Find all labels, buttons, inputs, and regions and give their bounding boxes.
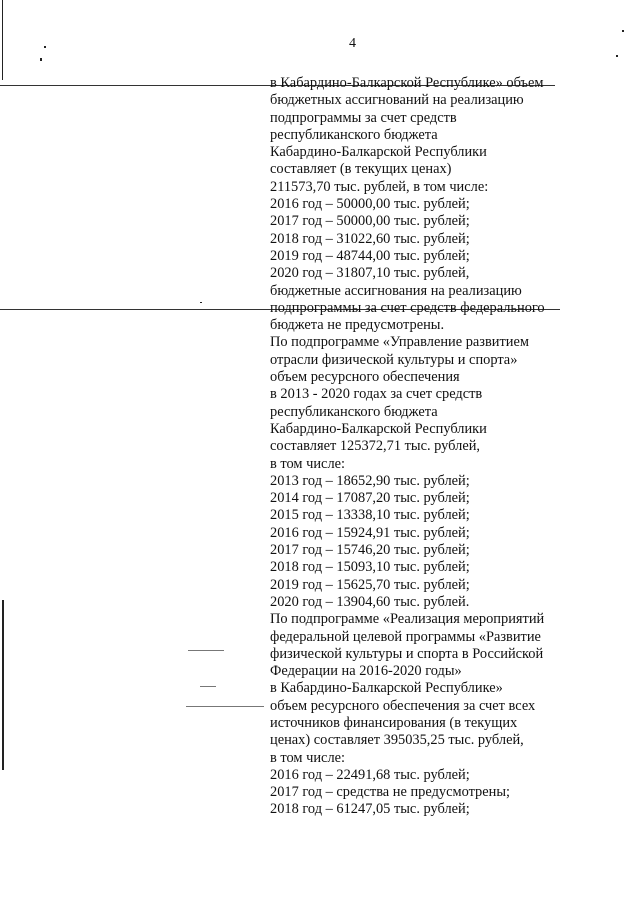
text-line: 211573,70 тыс. рублей, в том числе: <box>270 178 489 195</box>
text-line: в том числе: <box>270 455 346 472</box>
text-line: Федерации на 2016-2020 годы» <box>270 663 462 680</box>
text-line: 2018 год – 15093,10 тыс. рублей; <box>270 559 470 576</box>
text-line: 2017 год – 50000,00 тыс. рублей; <box>270 213 470 230</box>
text-line: 2016 год – 50000,00 тыс. рублей; <box>270 196 470 213</box>
page-number: 4 <box>349 36 356 51</box>
text-line: источников финансирования (в текущих <box>270 714 518 731</box>
text-line: 2018 год – 31022,60 тыс. рублей; <box>270 230 470 247</box>
text-line: составляет (в текущих ценах) <box>270 161 452 178</box>
text-line: отрасли физической культуры и спорта» <box>270 351 518 368</box>
text-line: составляет 125372,71 тыс. рублей, <box>270 438 480 455</box>
scan-mark-bottom <box>2 600 4 770</box>
text-line: 2017 год – 15746,20 тыс. рублей; <box>270 542 470 559</box>
text-line: физической культуры и спорта в Российской <box>270 645 544 662</box>
scan-dot-left-2 <box>40 58 42 61</box>
text-line: республиканского бюджета <box>270 403 438 420</box>
text-line: 2016 год – 15924,91 тыс. рублей; <box>270 524 470 541</box>
text-line: федеральной целевой программы «Развитие <box>270 628 541 645</box>
text-line: в Кабардино-Балкарской Республике» объем <box>270 75 544 91</box>
text-line: Кабардино-Балкарской Республики <box>270 144 487 161</box>
text-line: в том числе: <box>270 749 346 766</box>
scan-dot-mid <box>200 302 202 303</box>
text-line: ценах) составляет 395035,25 тыс. рублей, <box>270 732 524 749</box>
text-line: республиканского бюджета <box>270 126 438 143</box>
scan-speck-3 <box>186 706 264 707</box>
scan-mark-top <box>2 0 3 80</box>
text-line: Кабардино-Балкарской Республики <box>270 420 487 437</box>
text-line: в Кабардино-Балкарской Республике» <box>270 680 503 697</box>
text-line: 2017 год – средства не предусмотрены; <box>270 784 510 801</box>
text-line: бюджетных ассигнований на реализацию <box>270 92 524 109</box>
text-line: бюджетные ассигнования на реализацию <box>270 282 522 299</box>
scan-speck-1 <box>188 650 224 651</box>
scan-dot-left <box>44 46 46 48</box>
text-line: 2018 год – 61247,05 тыс. рублей; <box>270 801 470 818</box>
text-line: 2016 год – 22491,68 тыс. рублей; <box>270 766 470 783</box>
text-line: подпрограммы за счет средств федерального <box>270 299 545 316</box>
text-line: 2020 год – 13904,60 тыс. рублей. <box>270 593 470 610</box>
text-line: подпрограммы за счет средств <box>270 109 457 126</box>
text-line: 2015 год – 13338,10 тыс. рублей; <box>270 507 470 524</box>
scan-speck-2 <box>200 686 216 687</box>
text-line: 2014 год – 17087,20 тыс. рублей; <box>270 490 470 507</box>
text-line: 2020 год – 31807,10 тыс. рублей, <box>270 265 470 282</box>
text-line: бюджета не предусмотрены. <box>270 317 445 334</box>
body-text <box>270 75 610 819</box>
text-line: 2019 год – 48744,00 тыс. рублей; <box>270 247 470 264</box>
text-line: По подпрограмме «Реализация мероприятий <box>270 611 545 628</box>
text-line: объем ресурсного обеспечения за счет всех <box>270 697 536 714</box>
scan-dot-right <box>622 30 624 32</box>
text-line: По подпрограмме «Управление развитием <box>270 334 529 351</box>
text-line: объем ресурсного обеспечения <box>270 369 460 386</box>
text-line: 2019 год – 15625,70 тыс. рублей; <box>270 576 470 593</box>
text-line: 2013 год – 18652,90 тыс. рублей; <box>270 472 470 489</box>
scan-dot-right-2 <box>616 55 618 57</box>
text-line: в 2013 - 2020 годах за счет средств <box>270 386 483 403</box>
